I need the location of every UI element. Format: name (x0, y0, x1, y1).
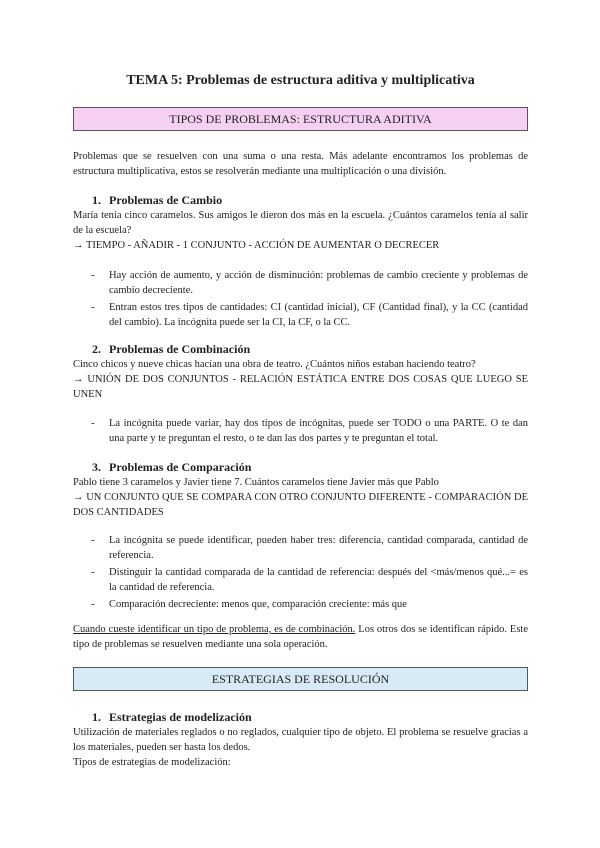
list-item: - Entran estos tres tipos de cantidades: CI (cantidad inicial), CF (Cantidad final), y la CC (cantidad del cambio). La incógnita puede ser la CI, la CF, o la CC. (91, 302, 528, 328)
list-item: - Hay acción de aumento, y acción de disminución: problemas de cambio creciente y problemas de cambio decreciente. (91, 270, 528, 296)
page-title: TEMA 5: Problemas de estructura aditiva y multiplicativa (126, 73, 475, 88)
heading-comparacion (92, 460, 251, 475)
comparacion-bullets (91, 533, 528, 614)
modelizacion-types: Tipos de estrategias de modelización: (73, 757, 231, 768)
cambio-bullets (91, 268, 528, 332)
intro-paragraph: Problemas que se resuelven con una suma o una resta. Más adelante encontramos los problemas de estructura multiplicativa, estos se resolverán mediante una multiplicación o una división. (73, 151, 528, 177)
combinacion-example: Cinco chicos y nueve chicas hacían una obra de teatro. ¿Cuántos niños estaban haciendo teatro? (73, 359, 476, 370)
heading-text: Problemas de Comparación (109, 460, 252, 474)
arrow-icon: → (73, 374, 84, 385)
comparacion-key-text: UN CONJUNTO QUE SE COMPARA CON OTRO CONJUNTO DIFERENTE - COMPARACIÓN DE DOS CANTIDADES (73, 492, 528, 518)
combinacion-key-text: UNIÓN DE DOS CONJUNTOS - RELACIÓN ESTÁTICA ENTRE DOS COSAS QUE LUEGO SE UNEN (73, 374, 528, 400)
cambio-key (73, 238, 528, 253)
combinacion-key (73, 372, 528, 402)
modelizacion-text: Utilización de materiales reglados o no reglados, cualquier tipo de objeto. El problema se resuelve gracias a los materiales, pueden ser hasta los dedos. (73, 727, 528, 753)
heading-cambio (92, 193, 222, 208)
heading-number: 3. (92, 460, 101, 474)
heading-combinacion (92, 342, 250, 357)
list-item: - Comparación decreciente: menos que, comparación creciente: más que (91, 599, 407, 610)
list-item: - La incógnita se puede identificar, pueden haber tres: diferencia, cantidad comparada, cantidad de referencia. (91, 535, 528, 561)
heading-text: Estrategias de modelización (109, 710, 252, 724)
list-item: - Distinguir la cantidad comparada de la cantidad de referencia: después del <más/menos qué...= es la cantidad de referencia. (91, 567, 528, 593)
heading-number: 2. (92, 342, 101, 356)
arrow-icon: → (73, 240, 84, 251)
note-rest: Los otros dos se identifican rápido. Este tipo de problemas se resuelven mediante una sola operación. (73, 624, 528, 650)
cambio-example: María tenía cinco caramelos. Sus amigos le dieron dos más en la escuela. ¿Cuántos caramelos tenía al salir de la escuela? (73, 210, 528, 236)
heading-number: 1. (92, 710, 101, 724)
heading-number: 1. (92, 193, 101, 207)
comparacion-example: Pablo tiene 3 caramelos y Javier tiene 7. Cuántos caramelos tiene Javier más que Pablo (73, 477, 439, 488)
cambio-key-text: TIEMPO - AÑADIR - 1 CONJUNTO - ACCIÓN DE AUMENTAR O DECRECER (85, 240, 440, 251)
section-header-strategies: ESTRATEGIAS DE RESOLUCIÓN (73, 667, 528, 691)
heading-text: Problemas de Cambio (109, 193, 223, 207)
arrow-icon: → (73, 492, 84, 503)
section-header-additive: TIPOS DE PROBLEMAS: ESTRUCTURA ADITIVA (73, 107, 528, 131)
list-item: - La incógnita puede variar, hay dos tipos de incógnitas, puede ser TODO o una PARTE. O te dan una parte y te preguntan el resto, o te dan las dos partes y te preguntan el total. (91, 418, 528, 444)
heading-modelizacion (92, 710, 252, 725)
heading-text: Problemas de Combinación (109, 342, 251, 356)
combinacion-bullets (91, 416, 528, 448)
note-underlined: Cuando cueste identificar un tipo de problema, es de combinación. (73, 624, 356, 635)
comparacion-key (73, 490, 528, 520)
combination-note (73, 622, 528, 652)
